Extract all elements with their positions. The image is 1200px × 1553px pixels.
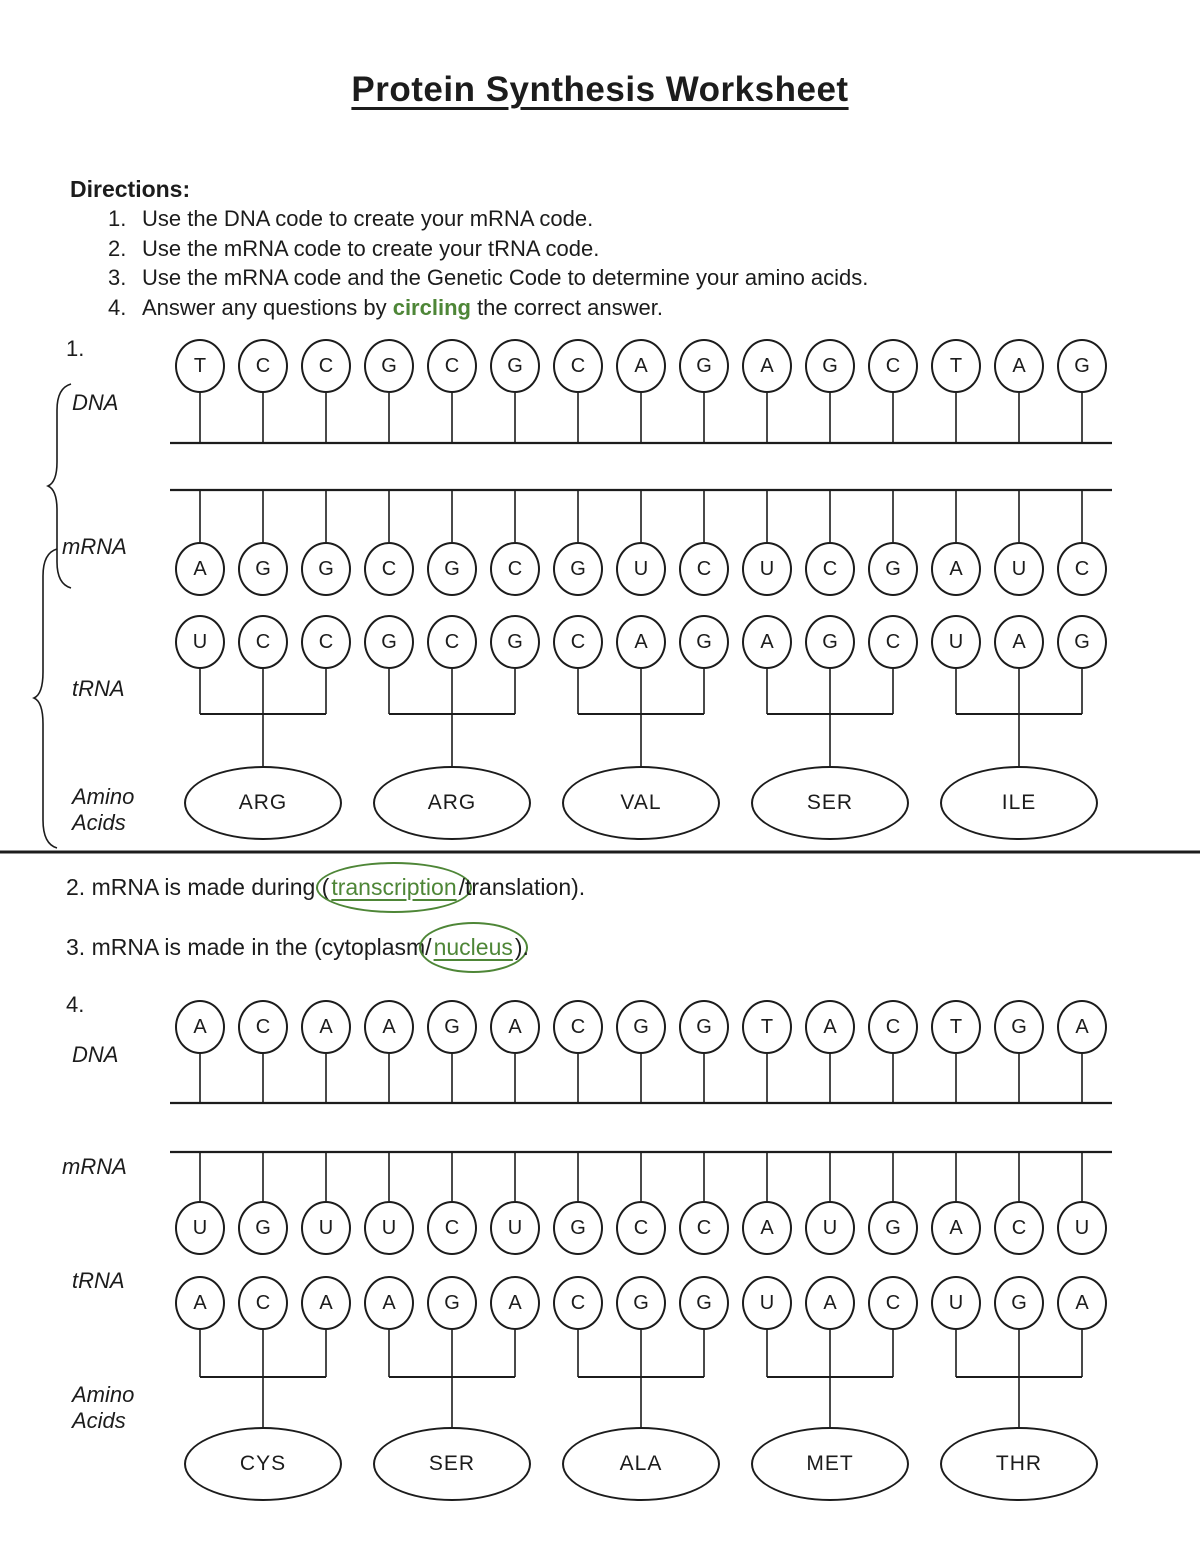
dna-nucleotide: C [427, 339, 477, 393]
dna-nucleotide: A [994, 339, 1044, 393]
mrna-nucleotide: C [1057, 542, 1107, 596]
amino-acid-oval: CYS [184, 1427, 342, 1501]
direction-item [108, 293, 868, 323]
trna-nucleotide: C [301, 615, 351, 669]
dna-nucleotide: C [553, 339, 603, 393]
circling-highlight: circling [392, 294, 471, 320]
amino-acid-oval: ILE [940, 766, 1098, 840]
trna-nucleotide: G [679, 1276, 729, 1330]
trna-nucleotide: G [1057, 615, 1107, 669]
mrna-nucleotide: A [931, 542, 981, 596]
question-text-pre: 2. mRNA is made during ( [66, 874, 330, 900]
dna-nucleotide: A [490, 1000, 540, 1054]
dna-nucleotide: A [616, 339, 666, 393]
dna-nucleotide: A [805, 1000, 855, 1054]
direction-text: Use the DNA code to create your mRNA code. [142, 206, 594, 231]
amino-acid-oval: SER [751, 766, 909, 840]
trna-nucleotide: A [364, 1276, 414, 1330]
trna-nucleotide: C [427, 615, 477, 669]
dna-nucleotide: C [301, 339, 351, 393]
dna-nucleotide: C [868, 1000, 918, 1054]
mrna-nucleotide: C [994, 1201, 1044, 1255]
dna-nucleotide: C [238, 339, 288, 393]
mrna-nucleotide: G [553, 542, 603, 596]
dna-nucleotide: A [742, 339, 792, 393]
mrna-nucleotide: U [175, 1201, 225, 1255]
mrna-nucleotide: C [679, 1201, 729, 1255]
dna-nucleotide: G [616, 1000, 666, 1054]
trna-nucleotide: G [805, 615, 855, 669]
dna-nucleotide: A [364, 1000, 414, 1054]
mrna-nucleotide: C [427, 1201, 477, 1255]
dna-nucleotide: G [1057, 339, 1107, 393]
question-2 [66, 872, 585, 903]
direction-number: 4. [108, 294, 127, 320]
mrna-nucleotide: U [1057, 1201, 1107, 1255]
trna-nucleotide: A [742, 615, 792, 669]
problem-number: 4. [66, 992, 85, 1017]
direction-text: Answer any questions by circling the correct answer. [142, 294, 663, 320]
amino-acid-oval: ARG [373, 766, 531, 840]
mrna-nucleotide: G [868, 542, 918, 596]
amino-acid-oval: MET [751, 1427, 909, 1501]
mrna-nucleotide: U [364, 1201, 414, 1255]
strand-label-dna: DNA [72, 390, 119, 415]
amino-acids-label: Amino Acids [72, 784, 135, 835]
mrna-nucleotide: G [868, 1201, 918, 1255]
dna-nucleotide: C [868, 339, 918, 393]
trna-nucleotide: C [553, 1276, 603, 1330]
brace-mrna-amino [34, 549, 57, 848]
circled-answer-transcription: transcription [316, 862, 471, 913]
question-text-post: ). [514, 934, 529, 960]
amino-acid-oval: THR [940, 1427, 1098, 1501]
mrna-nucleotide: G [238, 1201, 288, 1255]
trna-nucleotide: A [616, 615, 666, 669]
strand-label-mrna: mRNA [62, 1154, 127, 1179]
direction-text: Use the mRNA code to create your tRNA code. [142, 235, 600, 261]
direction-item [108, 263, 868, 293]
trna-nucleotide: A [175, 1276, 225, 1330]
question-text-pre: 3. mRNA is made in the (cytoplasm/ [66, 934, 432, 960]
trna-nucleotide: G [427, 1276, 477, 1330]
dna-nucleotide: T [931, 1000, 981, 1054]
dna-nucleotide: G [994, 1000, 1044, 1054]
question-text-post: /translation). [458, 874, 586, 900]
direction-number: 2. [108, 235, 127, 261]
strand-label-trna: tRNA [72, 1268, 125, 1293]
trna-nucleotide: A [994, 615, 1044, 669]
trna-nucleotide: A [805, 1276, 855, 1330]
mrna-nucleotide: A [742, 1201, 792, 1255]
mrna-nucleotide: C [616, 1201, 666, 1255]
trna-nucleotide: U [175, 615, 225, 669]
trna-nucleotide: G [616, 1276, 666, 1330]
dna-nucleotide: G [427, 1000, 477, 1054]
circled-answer-nucleus: nucleus [419, 922, 528, 973]
dna-nucleotide: A [175, 1000, 225, 1054]
dna-nucleotide: G [364, 339, 414, 393]
direction-item [108, 204, 868, 234]
mrna-nucleotide: G [301, 542, 351, 596]
dna-nucleotide: T [175, 339, 225, 393]
mrna-nucleotide: C [490, 542, 540, 596]
trna-nucleotide: C [868, 1276, 918, 1330]
mrna-nucleotide: U [805, 1201, 855, 1255]
mrna-nucleotide: U [994, 542, 1044, 596]
mrna-nucleotide: U [616, 542, 666, 596]
question-3 [66, 932, 529, 963]
dna-nucleotide: A [301, 1000, 351, 1054]
dna-nucleotide: G [679, 339, 729, 393]
trna-nucleotide: G [490, 615, 540, 669]
dna-nucleotide: C [553, 1000, 603, 1054]
mrna-nucleotide: C [679, 542, 729, 596]
direction-text: Use the mRNA code and the Genetic Code to determine your amino acids. [142, 265, 869, 290]
dna-nucleotide: T [931, 339, 981, 393]
direction-number: 1. [108, 206, 127, 231]
trna-nucleotide: C [238, 1276, 288, 1330]
amino-acids-label: Amino Acids [72, 1382, 135, 1433]
dna-nucleotide: G [679, 1000, 729, 1054]
trna-nucleotide: U [931, 615, 981, 669]
mrna-nucleotide: A [931, 1201, 981, 1255]
direction-number: 3. [108, 265, 127, 290]
mrna-nucleotide: C [364, 542, 414, 596]
strand-label-trna: tRNA [72, 676, 125, 701]
amino-acid-oval: VAL [562, 766, 720, 840]
mrna-nucleotide: U [742, 542, 792, 596]
trna-nucleotide: C [238, 615, 288, 669]
strand-label-mrna: mRNA [62, 534, 127, 559]
trna-nucleotide: C [868, 615, 918, 669]
strand-label-dna: DNA [72, 1042, 119, 1067]
mrna-nucleotide: G [427, 542, 477, 596]
amino-acid-oval: SER [373, 1427, 531, 1501]
direction-item [108, 234, 868, 264]
problem-number: 1. [66, 336, 85, 361]
page-title: Protein Synthesis Worksheet [351, 70, 849, 109]
dna-nucleotide: G [805, 339, 855, 393]
dna-nucleotide: T [742, 1000, 792, 1054]
trna-nucleotide: G [364, 615, 414, 669]
mrna-nucleotide: U [301, 1201, 351, 1255]
trna-nucleotide: A [301, 1276, 351, 1330]
directions-heading: Directions: [70, 176, 191, 202]
amino-acid-oval: ALA [562, 1427, 720, 1501]
trna-nucleotide: A [490, 1276, 540, 1330]
mrna-nucleotide: U [490, 1201, 540, 1255]
trna-nucleotide: G [994, 1276, 1044, 1330]
mrna-nucleotide: C [805, 542, 855, 596]
mrna-nucleotide: A [175, 542, 225, 596]
directions-list [108, 204, 868, 322]
trna-nucleotide: U [742, 1276, 792, 1330]
trna-nucleotide: C [553, 615, 603, 669]
trna-nucleotide: G [679, 615, 729, 669]
dna-nucleotide: C [238, 1000, 288, 1054]
trna-nucleotide: U [931, 1276, 981, 1330]
amino-acid-oval: ARG [184, 766, 342, 840]
dna-nucleotide: G [490, 339, 540, 393]
dna-nucleotide: A [1057, 1000, 1107, 1054]
mrna-nucleotide: G [238, 542, 288, 596]
trna-nucleotide: A [1057, 1276, 1107, 1330]
mrna-nucleotide: G [553, 1201, 603, 1255]
